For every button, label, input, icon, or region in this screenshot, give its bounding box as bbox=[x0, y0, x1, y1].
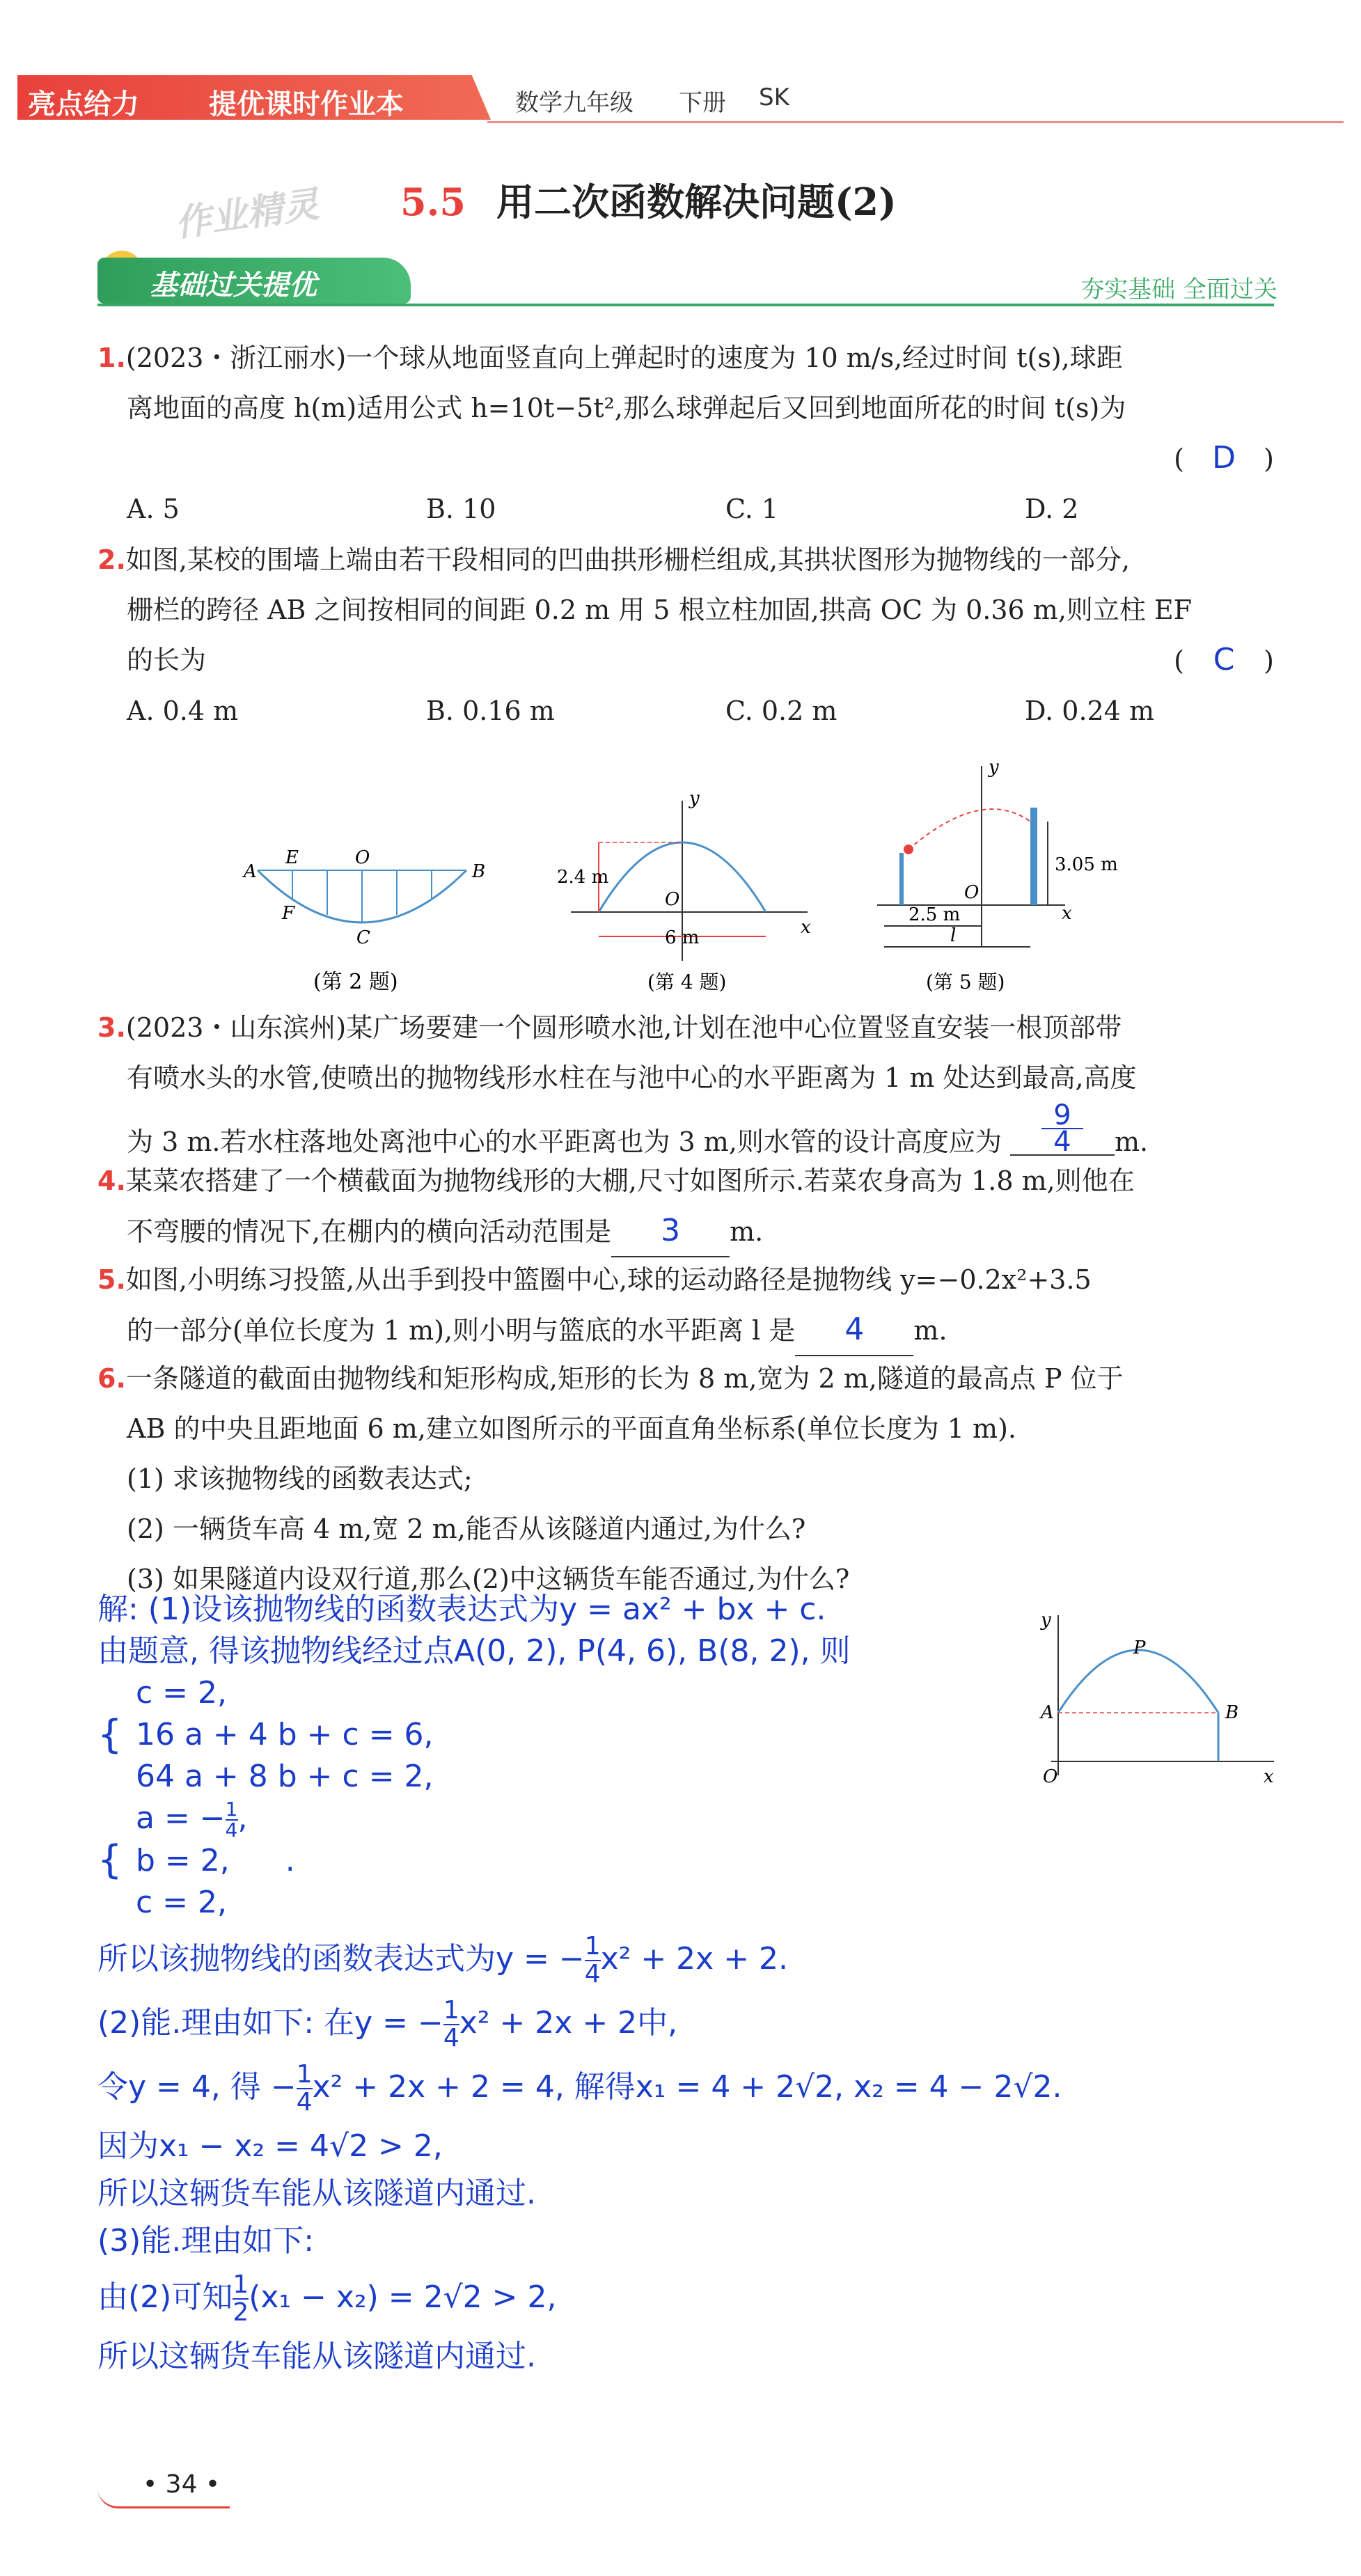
fig4-origin-label: O bbox=[665, 889, 680, 910]
q3-line1: (2023・山东滨州)某广场要建一个圆形喷水池,计划在池中心位置竖直安装一根顶部带 bbox=[125, 1012, 1122, 1043]
q1-option-d: D. 2 bbox=[1025, 494, 1079, 524]
fig2-caption: (第 2 题) bbox=[313, 970, 398, 994]
sol-10-frac bbox=[443, 1997, 459, 2052]
question-5 bbox=[97, 1255, 1281, 1356]
sol-line-9 bbox=[97, 1933, 1016, 1988]
sol-line-11 bbox=[97, 2060, 1062, 2116]
fig5-dist-label: 2.5 m bbox=[908, 904, 961, 925]
fig6-y-label: y bbox=[1041, 1610, 1051, 1631]
section-label: 基础过关提优 bbox=[150, 269, 317, 301]
fig5-origin-label: O bbox=[964, 882, 980, 903]
sol-line-4: 16 a + 4 b + c = 6, bbox=[136, 1717, 434, 1752]
series-name: 亮点给力 bbox=[28, 88, 139, 120]
q3-line2: 有喷水头的水管,使喷出的抛物线形水柱在与池中心的水平距离为 1 m 处达到最高,高度 bbox=[127, 1062, 1137, 1093]
fig5-l-label: l bbox=[950, 925, 957, 946]
q2-answer: C bbox=[1213, 642, 1235, 677]
header-divider bbox=[487, 121, 1344, 123]
series-subtitle: 提优课时作业本 bbox=[209, 88, 404, 120]
sol-15a: 由(2)可知 bbox=[97, 2279, 233, 2315]
q4-unit: m. bbox=[730, 1216, 764, 1247]
sol-11b: x² + 2x + 2 = 4, 解得x₁ = 4 + 2√2, x₂ = 4 − 2√2. bbox=[312, 2069, 1062, 2105]
sol-11-den: 4 bbox=[296, 2088, 313, 2116]
fig4-height-label: 2.4 m bbox=[557, 867, 609, 888]
question-3 bbox=[97, 1003, 1281, 1167]
sol-system-2 bbox=[97, 1798, 1016, 1924]
sol-9-frac bbox=[585, 1933, 601, 1988]
sol-brace-2: { bbox=[97, 1837, 123, 1883]
fig2-label-e: E bbox=[285, 847, 299, 868]
sol-b: b = 2, bbox=[136, 1843, 230, 1878]
fig6-parabola bbox=[1058, 1650, 1218, 1713]
sol-line-15 bbox=[97, 2272, 1016, 2326]
q5-line2-text: 的一部分(单位长度为 1 m),则小明与篮底的水平距离 l 是 bbox=[127, 1315, 796, 1346]
q1-option-a: A. 5 bbox=[127, 494, 180, 524]
fig2-label-a: A bbox=[244, 861, 257, 882]
q1-option-b: B. 10 bbox=[426, 494, 496, 524]
q2-option-a: A. 0.4 m bbox=[127, 696, 239, 726]
q5-number: 5. bbox=[97, 1264, 126, 1295]
q6-line2: AB 的中央且距地面 6 m,建立如图所示的平面直角坐标系(单位长度为 1 m). bbox=[127, 1413, 1016, 1444]
sol-11-frac bbox=[297, 2061, 313, 2116]
q3-answer-numerator: 9 bbox=[1053, 1099, 1071, 1131]
fig5-ball-path bbox=[908, 809, 1030, 849]
sol-a-comma: , bbox=[237, 1800, 248, 1836]
fig2-label-c: C bbox=[356, 927, 370, 948]
solution-block bbox=[97, 1589, 1062, 2378]
q2-option-b: B. 0.16 m bbox=[426, 696, 555, 726]
q1-line2: 离地面的高度 h(m)适用公式 h=10t−5t²,那么球弹起后又回到地面所花的时间 t(s)为 bbox=[127, 393, 1126, 423]
sol-9-den: 4 bbox=[584, 1960, 601, 1988]
fig4-y-label: y bbox=[689, 788, 700, 809]
q3-unit: m. bbox=[1115, 1126, 1149, 1157]
fig6-x-label: x bbox=[1264, 1766, 1274, 1787]
q6-part1: (1) 求该抛物线的函数表达式; bbox=[127, 1463, 473, 1494]
fig5-caption: (第 5 题) bbox=[926, 971, 1005, 994]
sol-11a: 令y = 4, 得 − bbox=[97, 2069, 297, 2105]
fig2-label-b: B bbox=[472, 861, 486, 882]
sol-10-num: 1 bbox=[443, 1996, 459, 2025]
sol-line-14: (3)能.理由如下: bbox=[97, 2223, 315, 2259]
watermark: 作业精灵 bbox=[172, 183, 322, 246]
fig6-label-b: B bbox=[1225, 1702, 1239, 1723]
fig5-height-label: 3.05 m bbox=[1055, 854, 1118, 875]
sol-line-6 bbox=[136, 1798, 295, 1840]
sol-line-5: 64 a + 8 b + c = 2, bbox=[136, 1759, 434, 1794]
sol-10a: (2)能.理由如下: 在y = − bbox=[97, 2005, 443, 2041]
figure-4 bbox=[557, 788, 811, 994]
figures-row bbox=[230, 745, 1204, 1003]
q1-answer-row bbox=[97, 433, 1281, 484]
sol-line-7 bbox=[136, 1840, 295, 1882]
q1-paren-right: ) bbox=[1264, 443, 1274, 474]
figure-5 bbox=[877, 757, 1118, 994]
sol-15-num: 1 bbox=[233, 2270, 249, 2299]
sol-a-num: 1 bbox=[225, 1798, 238, 1821]
fig2-label-o: O bbox=[355, 847, 370, 868]
q6-part3: (3) 如果隧道内设双行道,那么(2)中这辆货车能否通过,为什么? bbox=[127, 1564, 850, 1594]
sol-brace-1: { bbox=[97, 1712, 123, 1757]
question-2 bbox=[97, 535, 1281, 736]
q6-number: 6. bbox=[97, 1363, 126, 1394]
q1-paren-left: ( bbox=[1174, 443, 1184, 474]
q1-number: 1. bbox=[97, 343, 126, 373]
sol-a-den: 4 bbox=[225, 1819, 238, 1841]
fig4-caption: (第 4 题) bbox=[647, 971, 727, 994]
q3-answer-denominator: 4 bbox=[1041, 1128, 1083, 1154]
page-number: • 34 • bbox=[143, 2470, 221, 2499]
fig6-origin-label: O bbox=[1043, 1766, 1058, 1787]
fig2-label-f: F bbox=[282, 903, 295, 924]
fig5-hoop-pole bbox=[1030, 808, 1037, 905]
q5-answer: 4 bbox=[795, 1305, 913, 1356]
q4-line2 bbox=[97, 1206, 1281, 1257]
q2-line1: 如图,某校的围墙上端由若干段相同的凹曲拱形栅栏组成,其拱状图形为抛物线的一部分, bbox=[125, 544, 1131, 575]
sol-15-den: 2 bbox=[233, 2298, 249, 2327]
sol-line-16: 所以这辆货车能从该隧道内通过. bbox=[97, 2339, 536, 2374]
q2-paren-right: ) bbox=[1264, 645, 1274, 676]
lesson-name: 用二次函数解决问题(2) bbox=[496, 180, 897, 224]
sol-line-8: c = 2, bbox=[136, 1885, 228, 1920]
q2-number: 2. bbox=[97, 544, 126, 575]
fig5-y-label: y bbox=[989, 757, 999, 778]
book-name: 数学九年级 bbox=[515, 89, 634, 117]
fig5-x-label: x bbox=[1062, 903, 1072, 924]
fig4-width-label: 6 m bbox=[665, 927, 700, 948]
sol-line-3: c = 2, bbox=[136, 1675, 228, 1711]
sol-11-num: 1 bbox=[296, 2060, 313, 2089]
lesson-title bbox=[400, 173, 897, 226]
q6-part2: (2) 一辆货车高 4 m,宽 2 m,能否从该隧道内通过,为什么? bbox=[127, 1514, 806, 1544]
sol-system-1 bbox=[97, 1714, 1016, 1798]
question-1 bbox=[97, 333, 1281, 534]
q2-line2: 栅栏的跨径 AB 之间按相同的间距 0.2 m 用 5 根立柱加固,拱高 OC 为 0.36 m,则立柱 EF bbox=[127, 595, 1193, 625]
q2-line3 bbox=[97, 635, 1281, 686]
sol-9a: 所以该抛物线的函数表达式为y = − bbox=[97, 1941, 585, 1977]
q4-line1: 某菜农搭建了一个横截面为抛物线形的大棚,尺寸如图所示.若菜农身高为 1.8 m,则他在 bbox=[125, 1165, 1135, 1196]
q5-unit: m. bbox=[913, 1315, 947, 1346]
sol-15-frac bbox=[233, 2272, 249, 2326]
q4-answer: 3 bbox=[611, 1206, 730, 1257]
fig6-label-p: P bbox=[1133, 1638, 1146, 1658]
q2-line3-text: 的长为 bbox=[127, 645, 207, 675]
figure-6 bbox=[1016, 1601, 1281, 1789]
fig6-label-a: A bbox=[1041, 1702, 1054, 1723]
q2-answer-row bbox=[1174, 635, 1274, 686]
q6-line1: 一条隧道的截面由抛物线和矩形构成,矩形的长为 8 m,宽为 2 m,隧道的最高点 P 位于 bbox=[125, 1363, 1124, 1394]
sol-line-12: 因为x₁ − x₂ = 4√2 > 2, bbox=[97, 2128, 443, 2164]
question-6 bbox=[97, 1353, 1281, 1604]
q5-line2 bbox=[97, 1305, 1281, 1356]
q5-line1: 如图,小明练习投篮,从出手到投中篮圈中心,球的运动路径是抛物线 y=−0.2x²+3.5 bbox=[125, 1264, 1092, 1295]
sol-9b: x² + 2x + 2. bbox=[600, 1941, 789, 1977]
book-edition: SK bbox=[759, 84, 789, 111]
sol-line-13: 所以这辆货车能从该隧道内通过. bbox=[97, 2176, 536, 2211]
q4-line2-text: 不弯腰的情况下,在棚内的横向活动范围是 bbox=[127, 1216, 612, 1247]
book-volume: 下册 bbox=[679, 89, 726, 117]
q1-answer: D bbox=[1212, 440, 1236, 476]
sol-a-prefix: a = − bbox=[136, 1800, 226, 1836]
q2-paren-left: ( bbox=[1174, 645, 1184, 676]
sol-dot: . bbox=[285, 1843, 295, 1878]
lesson-number: 5.5 bbox=[400, 180, 466, 224]
section-slogan: 夯实基础 全面过关 bbox=[1080, 276, 1277, 304]
q1-line1: (2023・浙江丽水)一个球从地面竖直向上弹起时的速度为 10 m/s,经过时间 t(s),球距 bbox=[125, 343, 1123, 373]
q1-options bbox=[97, 484, 1281, 534]
sol-line-1: 解: (1)设该抛物线的函数表达式为y = ax² + bx + c. bbox=[97, 1592, 826, 1627]
sol-10b: x² + 2x + 2中, bbox=[459, 2005, 678, 2041]
sol-a-frac bbox=[226, 1800, 238, 1840]
q4-number: 4. bbox=[97, 1165, 126, 1196]
sol-line-2: 由题意, 得该抛物线经过点A(0, 2), P(4, 6), B(8, 2), 则 bbox=[97, 1633, 851, 1669]
q1-option-c: C. 1 bbox=[725, 494, 779, 524]
q3-answer bbox=[1010, 1099, 1115, 1158]
figure-2 bbox=[242, 847, 485, 994]
sol-10-den: 4 bbox=[443, 2024, 459, 2052]
q2-option-d: D. 0.24 m bbox=[1025, 696, 1154, 726]
q3-line3-text: 为 3 m.若水柱落地处离池中心的水平距离也为 3 m,则水管的设计高度应为 bbox=[127, 1126, 1002, 1157]
sol-line-10 bbox=[97, 1997, 1016, 2052]
question-4 bbox=[97, 1156, 1281, 1257]
q3-number: 3. bbox=[97, 1012, 126, 1043]
fig5-ball bbox=[904, 845, 913, 854]
sol-15b: (x₁ − x₂) = 2√2 > 2, bbox=[249, 2279, 557, 2315]
q2-option-c: C. 0.2 m bbox=[725, 696, 837, 726]
fig4-x-label: x bbox=[801, 917, 811, 938]
q2-options bbox=[97, 686, 1281, 736]
sol-9-num: 1 bbox=[584, 1932, 601, 1961]
